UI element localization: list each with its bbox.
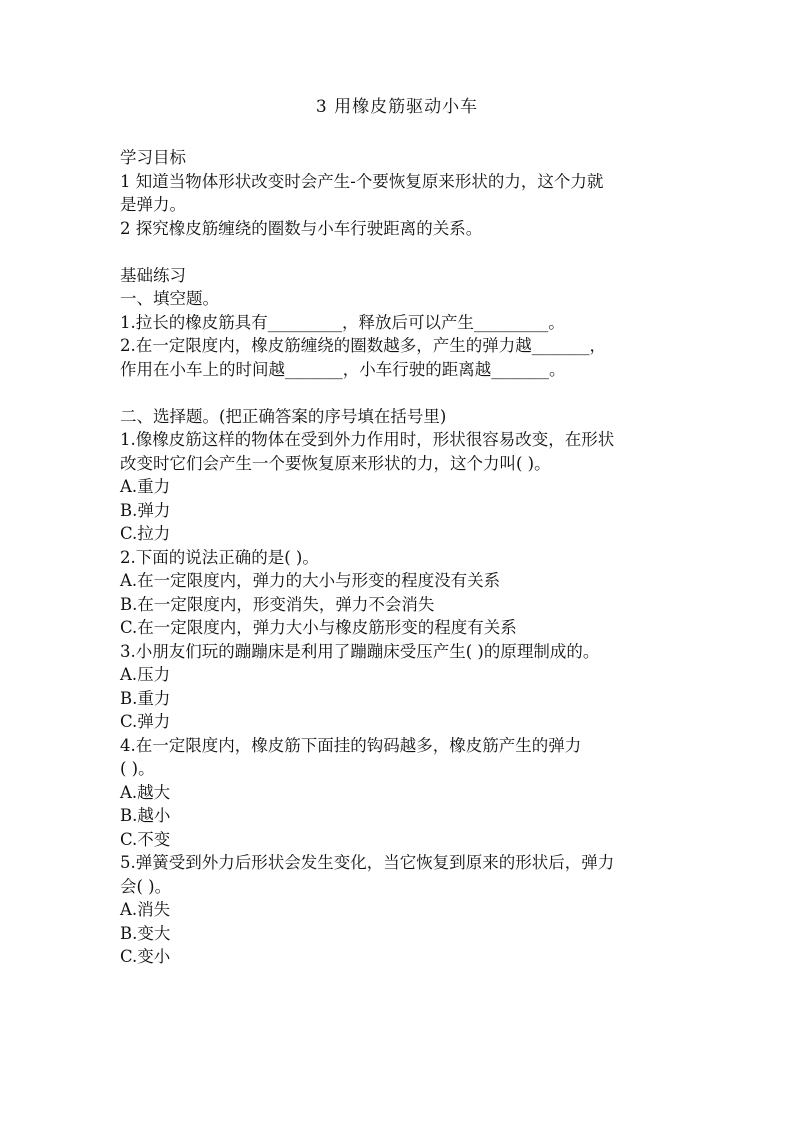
goals-heading: 学习目标 bbox=[120, 148, 186, 167]
choice-question: 3.小朋友们玩的蹦蹦床是利用了蹦蹦床受压产生( )的原理制成的。 bbox=[120, 641, 600, 661]
choice-option: C.不变 bbox=[120, 829, 171, 849]
page-title: 3 用橡皮筋驱动小车 bbox=[315, 97, 479, 117]
choice-question: 5.弹簧受到外力后形状会发生变化，当它恢复到原来的形状后，弹力 bbox=[120, 853, 615, 872]
choice-heading: 二、选择题。(把正确答案的序号填在括号里) bbox=[120, 406, 447, 426]
choice-question: ( )。 bbox=[120, 759, 155, 778]
goal-line: 是弹力。 bbox=[120, 195, 186, 214]
blank-line bbox=[120, 240, 682, 264]
fill-blank-heading: 一、填空题。 bbox=[120, 289, 219, 308]
choice-option: C.拉力 bbox=[120, 524, 171, 543]
fill-blank-question: 2.在一定限度内，橡皮筋缠绕的圈数越多，产生的弹力越_______， bbox=[120, 336, 606, 355]
document-body bbox=[120, 146, 682, 969]
choice-option: B.在一定限度内，形变消失，弹力不会消失 bbox=[120, 594, 435, 614]
choice-option: A.越大 bbox=[120, 782, 171, 802]
choice-option: A.重力 bbox=[120, 477, 171, 496]
choice-option: B.越小 bbox=[120, 806, 171, 825]
choice-option: B.弹力 bbox=[120, 500, 171, 520]
goal-line: 1 知道当物体形状改变时会产生-个要恢复原来形状的力，这个力就 bbox=[120, 171, 604, 191]
fill-blank-question: 作用在小车上的时间越_______，小车行驶的距离越_______。 bbox=[120, 359, 566, 379]
choice-option: A.在一定限度内，弹力的大小与形变的程度没有关系 bbox=[120, 571, 501, 590]
choice-option: B.变大 bbox=[120, 923, 171, 943]
choice-question: 会( )。 bbox=[120, 876, 172, 896]
choice-option: B.重力 bbox=[120, 688, 171, 708]
choice-question: 2.下面的说法正确的是( )。 bbox=[120, 547, 319, 567]
choice-option: C.在一定限度内，弹力大小与橡皮筋形变的程度有关系 bbox=[120, 618, 517, 637]
choice-question: 1.像橡皮筋这样的物体在受到外力作用时，形状很容易改变，在形状 bbox=[120, 430, 615, 449]
choice-option: C.弹力 bbox=[120, 712, 171, 731]
practice-heading: 基础练习 bbox=[120, 265, 186, 285]
goal-line: 2 探究橡皮筋缠绕的圈数与小车行驶距离的关系。 bbox=[120, 218, 483, 238]
choice-option: A.消失 bbox=[120, 900, 171, 919]
choice-question: 改变时它们会产生一个要恢复原来形状的力，这个力叫( )。 bbox=[120, 453, 551, 473]
choice-question: 4.在一定限度内，橡皮筋下面挂的钩码越多，橡皮筋产生的弹力 bbox=[120, 735, 582, 755]
blank-line bbox=[120, 381, 682, 405]
choice-option: A.压力 bbox=[120, 665, 171, 684]
choice-option: C.变小 bbox=[120, 947, 171, 966]
fill-blank-question: 1.拉长的橡皮筋具有_________，释放后可以产生_________。 bbox=[120, 312, 565, 332]
